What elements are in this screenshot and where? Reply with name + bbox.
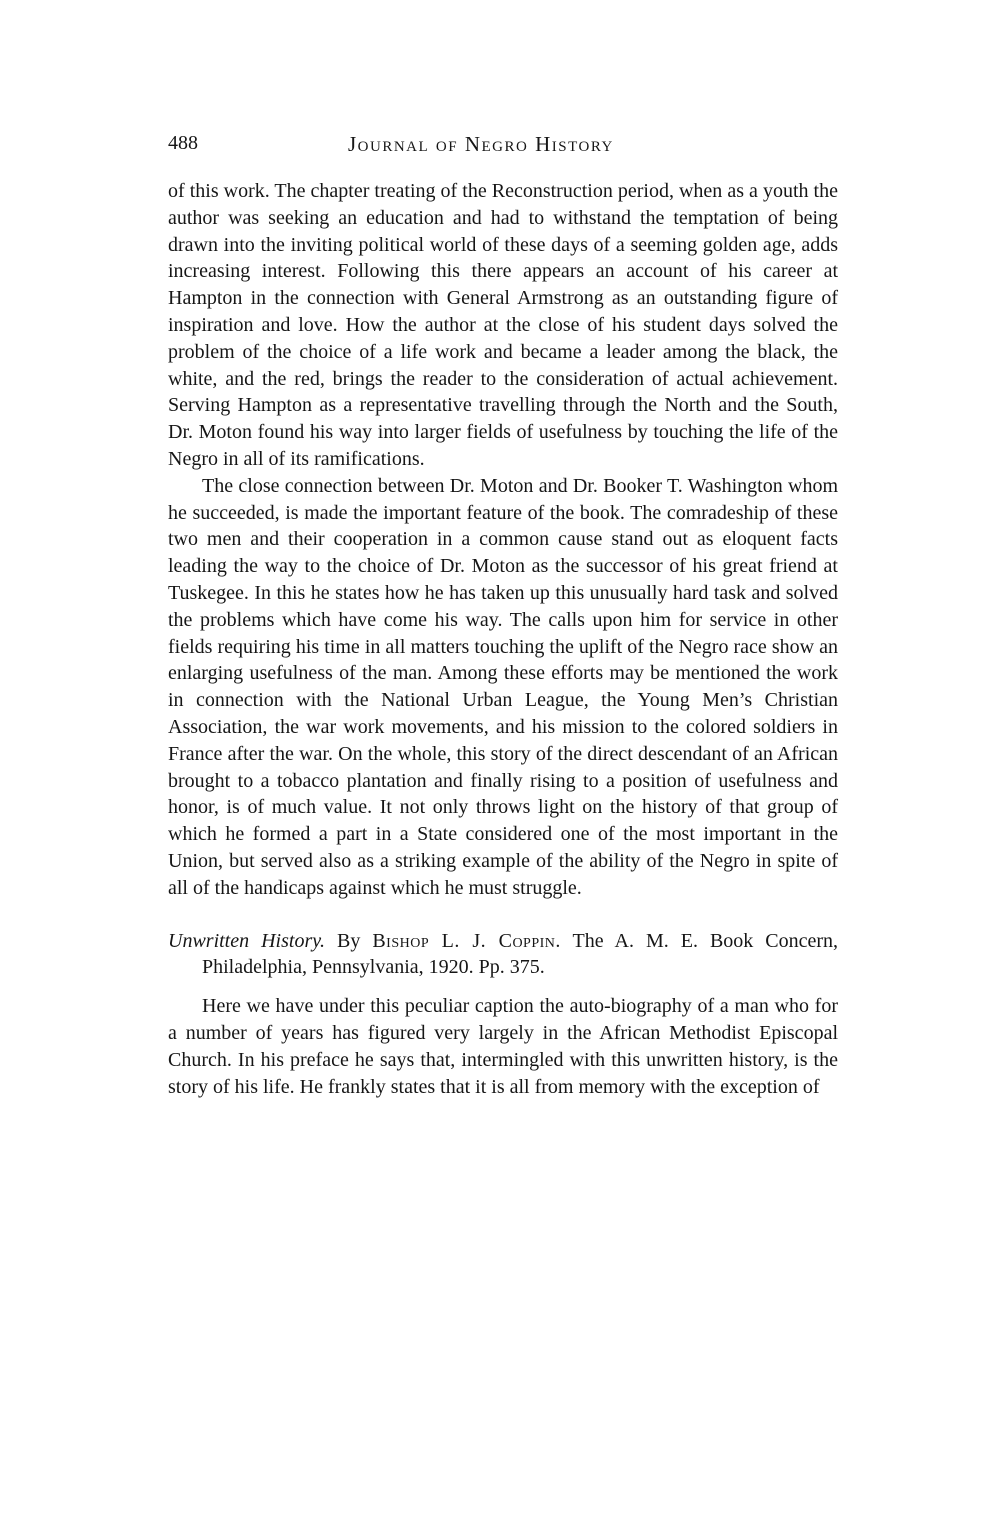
book-by: By — [337, 929, 361, 952]
book-author: Bishop L. J. Coppin. — [372, 929, 561, 952]
running-head — [168, 132, 838, 162]
book-review-heading — [168, 928, 838, 982]
paragraph-continuation: of this work. The chapter treating of the Reconstruction period, when as a youth the author was seeking an education and had to withstand the temptation of being drawn into the inviting political world of these days of a seeming golden age, adds increasing interest. Following this there appears an account of his career at Hampton in the connection with General Armstrong as an outstanding figure of inspiration and love. How the author at the close of his student days solved the problem of the choice of a life work and became a leader among the black, the white, and the red, brings the reader to the consideration of actual achievement. Serving Hampton as a representative travelling through the North and the South, Dr. Moton found his way into larger fields of usefulness by touching the life of the Negro in all of its ramifications. — [168, 180, 838, 470]
book-publication: The A. M. E. Book Concern, Philadelphia, Pennsylvania, 1920. Pp. 375. — [202, 929, 839, 979]
book-title: Unwritten History. — [168, 929, 325, 952]
article-text — [168, 178, 838, 1100]
paragraph-moton-washington: The close connection between Dr. Moton and Dr. Booker T. Washington whom he succeeded, is made the important feature of the book. The comradeship of these two men and their cooperation in a common cause stand out as eloquent facts leading the way to the choice of Dr. Moton as the successor of his great friend at Tuskegee. In this he states how he has taken up this unusually hard task and solved the problems which have come his way. The calls upon him for service in other fields requiring his time in all matters touching the uplift of the Negro race show an enlarging usefulness of the man. Among these efforts may be mentioned the work in connection with the National Urban League, the Young Men’s Christian Association, the war work movements, and his mission to the colored soldiers in France after the war. On the whole, this story of the direct descendant of an African brought to a tobacco plantation and finally rising to a position of usefulness and honor, is of much value. It not only throws light on the history of that group of which he formed a part in a State considered one of the most important in the Union, but served also as a striking example of the ability of the Negro in spite of all of the handicaps against which he must struggle. — [168, 474, 838, 899]
journal-title: Journal of Negro History — [348, 132, 614, 156]
page-number: 488 — [168, 132, 198, 154]
paragraph-review-text: Here we have under this peculiar caption the auto-biography of a man who for a number of years has figured very largely in the African Methodist Episcopal Church. In his preface he says that, intermingled with this unwritten history, is the story of his life. He frankly states that it is all from memory with the exception of — [168, 995, 838, 1098]
